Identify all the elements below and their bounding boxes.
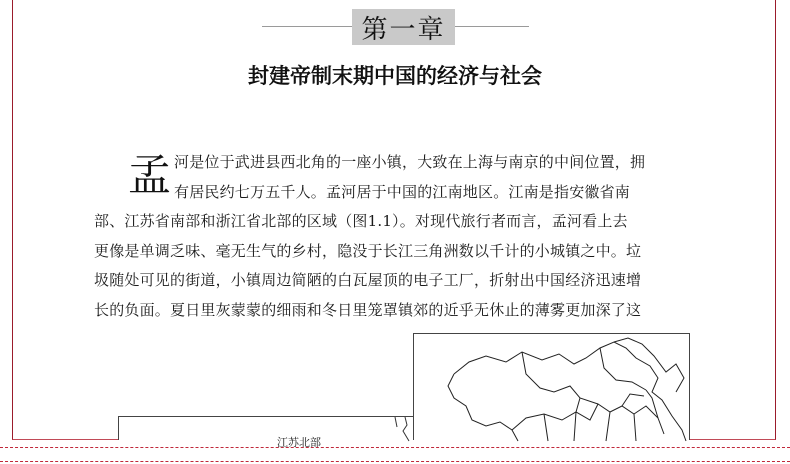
dashed-divider <box>0 461 790 462</box>
china-map-outline <box>414 334 691 441</box>
inset-map-label: 江苏北部 <box>277 436 321 449</box>
chapter-rule-left <box>262 26 352 27</box>
text-line: 有居民约七万五千人。孟河居于中国的江南地区。江南是指安徽省南 <box>174 182 631 201</box>
text-line: 部、江苏省南部和浙江省北部的区域（图1.1）。对现代旅行者而言，孟河看上去 <box>94 212 628 230</box>
dashed-divider <box>0 447 790 448</box>
inset-map-outline <box>119 417 415 441</box>
chapter-rule-right <box>455 26 529 27</box>
drop-cap: 孟 <box>128 151 171 201</box>
text-line: 长的负面。夏日里灰蒙蒙的细雨和冬日里笼罩镇郊的近乎无休止的薄雾更加深了这 <box>94 300 642 319</box>
text-line: 更像是单调乏味、毫无生气的乡村，隐没于长江三角洲数以千计的小城镇之中。垃 <box>94 241 642 260</box>
china-map-figure <box>413 333 690 440</box>
body-paragraph <box>94 148 714 325</box>
chapter-label: 第一章 <box>352 9 455 45</box>
text-line: 圾随处可见的街道，小镇周边简陋的白瓦屋顶的电子工厂，折射出中国经济迅速增 <box>94 271 642 289</box>
inset-map-figure <box>118 416 414 449</box>
chapter-title: 封建帝制末期中国的经济与社会 <box>248 64 542 88</box>
text-line: 河是位于武进县西北角的一座小镇，大致在上海与南京的中间位置，拥 <box>174 153 646 171</box>
